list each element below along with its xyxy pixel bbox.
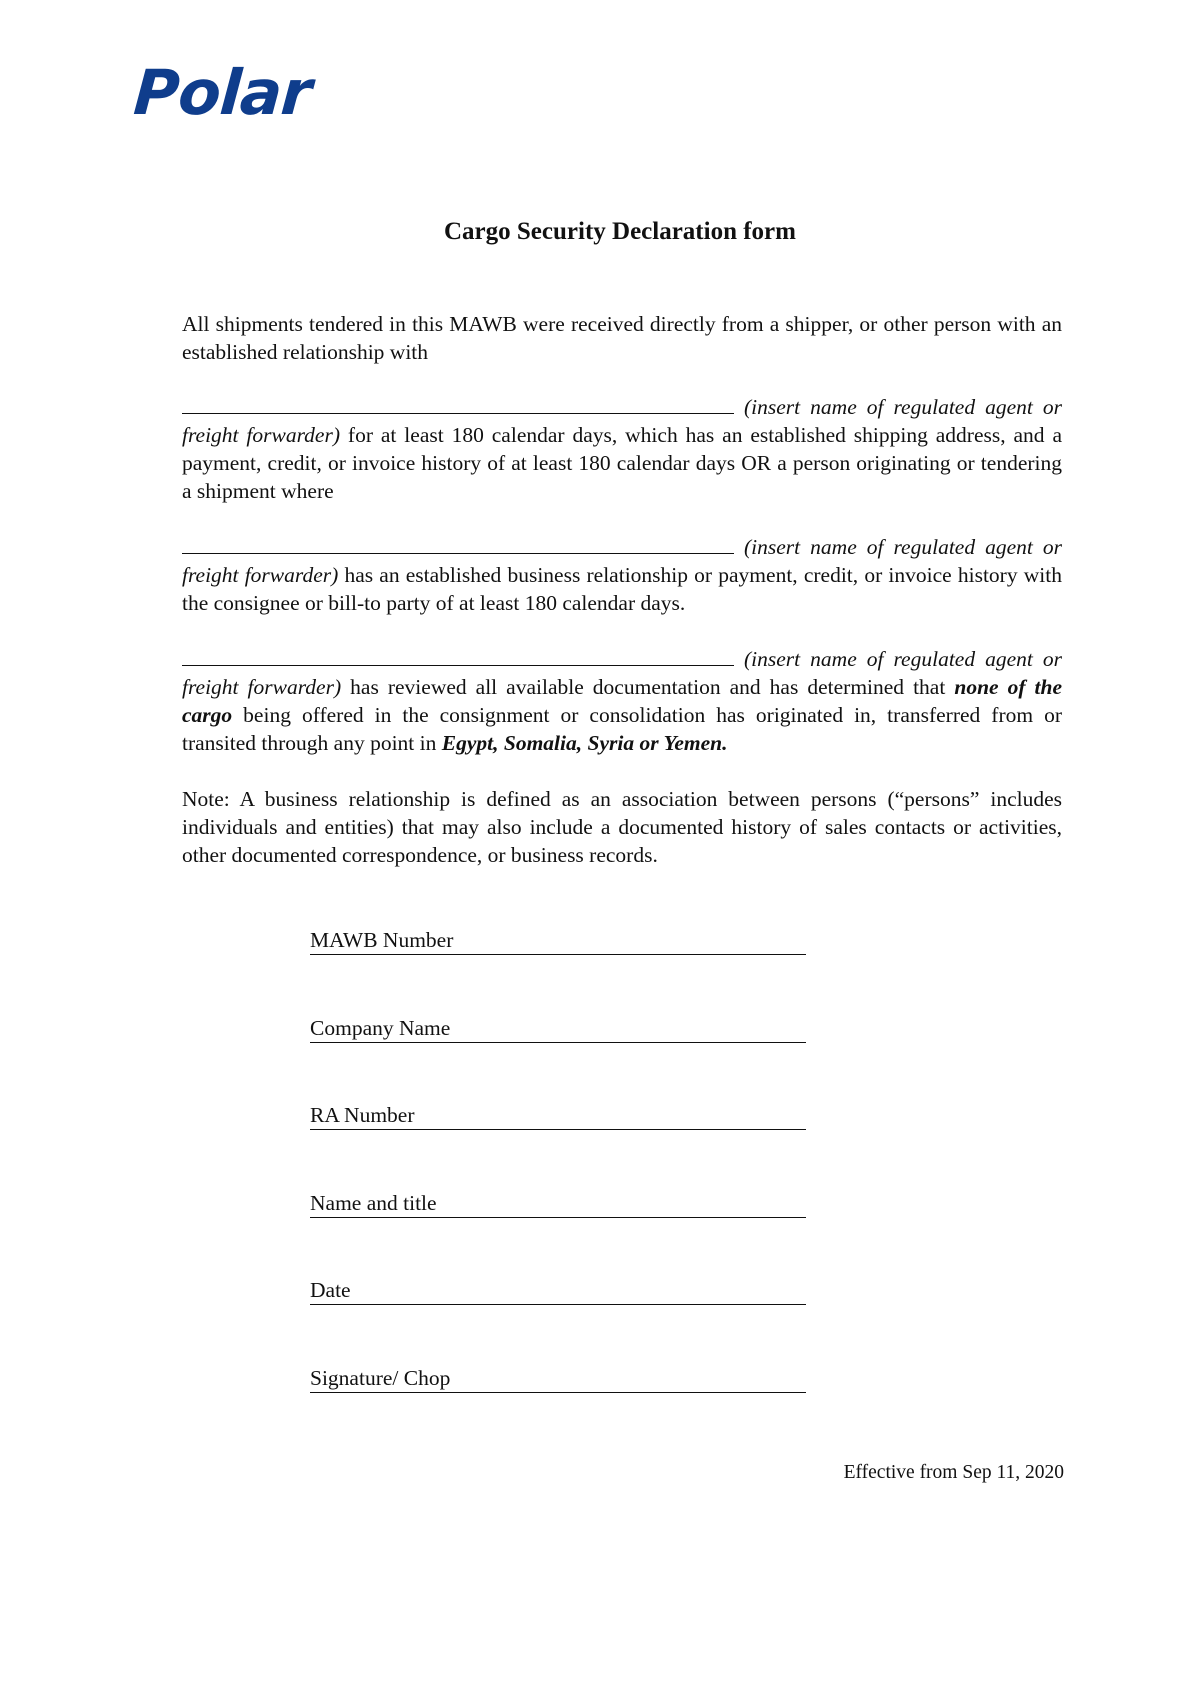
date-label: Date	[310, 1278, 351, 1302]
signature-label: Signature/ Chop	[310, 1366, 451, 1390]
ra-number-label: RA Number	[310, 1103, 415, 1127]
effective-date: Effective from Sep 11, 2020	[843, 1462, 1064, 1483]
insert-note-2: (insert name of regulated agent or freight forwarder)	[182, 535, 1062, 587]
regulated-agent-blank-2[interactable]	[182, 533, 734, 554]
insert-note-1: (insert name of regulated agent or freight forwarder)	[182, 395, 1062, 447]
regulated-agent-blank-3[interactable]	[182, 645, 734, 666]
paragraph4-text-b: being offered in the consignment or consolidation has originated in, transferred from or transited through any point in	[182, 703, 1062, 755]
ra-number-field[interactable]	[310, 1101, 806, 1130]
paragraph-documentation-review	[182, 645, 1062, 757]
none-of-cargo-emphasis: none of the cargo	[182, 675, 1063, 727]
paragraph2-text: for at least 180 calendar days, which has an established shipping address, and a payment, credit, or invoice history of at least 180 calendar days OR a person originating or tendering a shipment where	[182, 423, 1062, 503]
countries-emphasis: Egypt, Somalia, Syria or Yemen.	[441, 731, 728, 755]
regulated-agent-blank-1[interactable]	[182, 393, 734, 414]
signature-field[interactable]	[310, 1364, 806, 1393]
paragraph-relationship: All shipments tendered in this MAWB were received directly from a shipper, or other person with an established relationship with	[182, 312, 1062, 364]
business-relationship-note: Note: A business relationship is defined as an association between persons (“persons” includes individuals and entities) that may also include a documented history of sales contacts or activities, other documented correspondence, or business records.	[182, 787, 1062, 867]
paragraph-consignee-history	[182, 533, 1062, 617]
date-field[interactable]	[310, 1276, 806, 1305]
mawb-number-label: MAWB Number	[310, 928, 454, 952]
polar-logo: Polar	[131, 56, 314, 129]
company-name-field[interactable]	[310, 1014, 806, 1043]
mawb-number-field[interactable]	[310, 926, 806, 955]
paragraph3-text: has an established business relationship or payment, credit, or invoice history with the consignee or bill-to party of at least 180 calendar days.	[182, 563, 1062, 615]
name-and-title-label: Name and title	[310, 1191, 437, 1215]
name-and-title-field[interactable]	[310, 1189, 806, 1218]
paragraph-established-180-days	[182, 393, 1062, 505]
document-title: Cargo Security Declaration form	[444, 218, 796, 245]
insert-note-3: (insert name of regulated agent or freight forwarder)	[182, 647, 1062, 699]
company-name-label: Company Name	[310, 1016, 451, 1040]
paragraph4-text-a: has reviewed all available documentation and has determined that	[341, 675, 955, 699]
